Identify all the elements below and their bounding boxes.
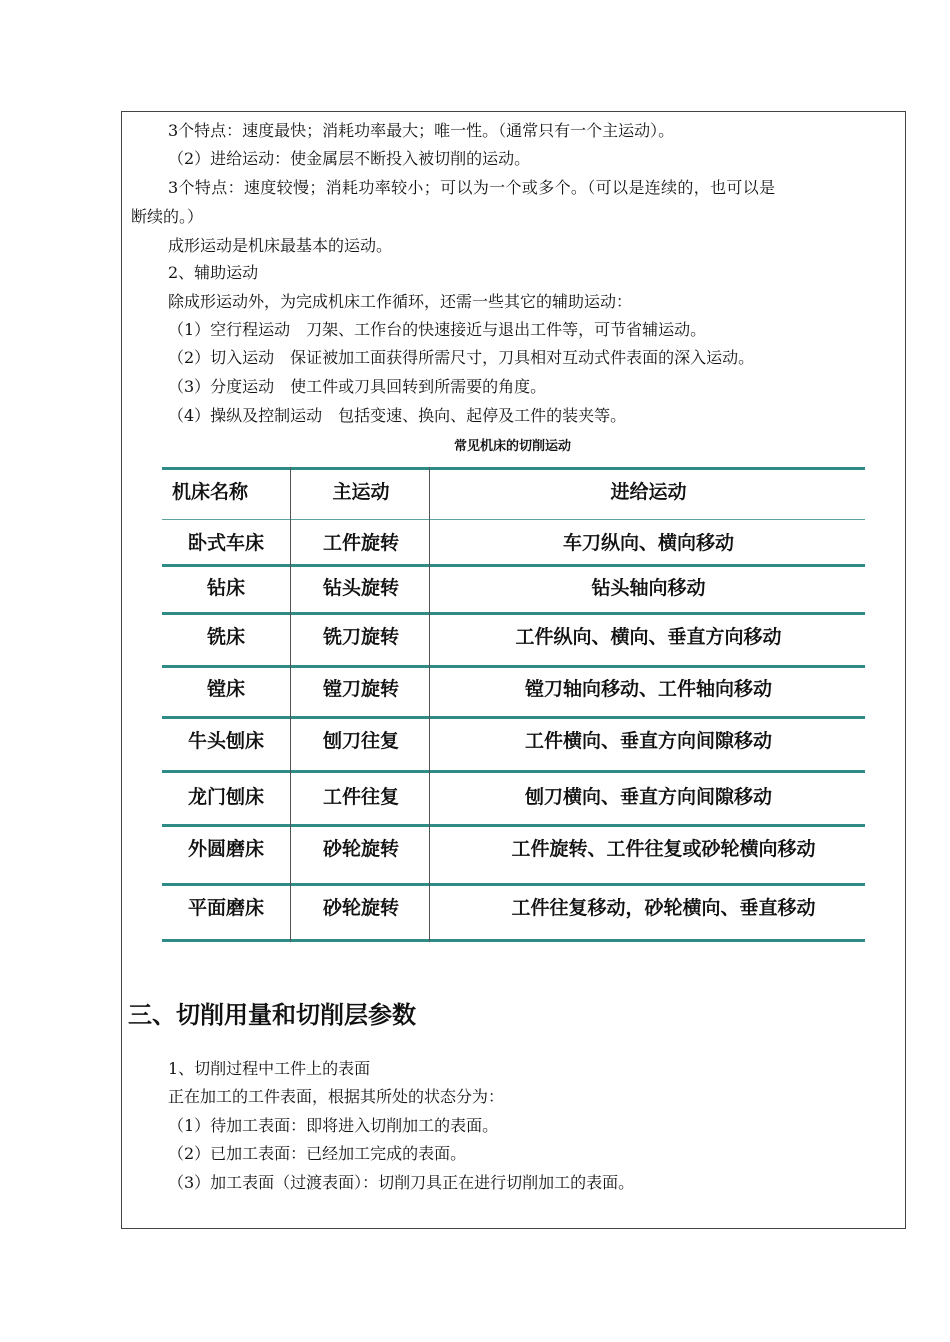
table-cell: 铣床 — [206, 626, 245, 648]
table-cell: 砂轮旋转 — [322, 897, 399, 919]
table-rule — [162, 564, 865, 567]
table-cell: 镗刀旋转 — [322, 678, 399, 700]
list-item: （4）操纵及控制运动 包括变速、换向、起停及工件的装夹等。 — [168, 406, 627, 425]
table-cell: 工件横向、垂直方向间隙移动 — [524, 730, 772, 752]
table-cell: 平面磨床 — [187, 897, 264, 919]
section-heading: 三、切削用量和切削层参数 — [128, 1001, 416, 1029]
subheading: 1、切削过程中工件上的表面 — [168, 1059, 371, 1078]
paragraph: 3个特点：速度最快；消耗功率最大；唯一性。（通常只有一个主运动）。 — [168, 121, 675, 140]
table-cell: 钻床 — [206, 577, 245, 599]
paragraph: 断续的。） — [131, 207, 204, 226]
table-cell: 工件往复 — [322, 786, 399, 808]
table-cell: 刨刀横向、垂直方向间隙移动 — [524, 786, 772, 808]
table-rule — [162, 770, 865, 773]
table-rule — [162, 665, 865, 668]
paragraph: 正在加工的工件表面，根据其所处的状态分为： — [168, 1087, 505, 1106]
table-header: 进给运动 — [610, 481, 687, 503]
list-item: （3）加工表面（过渡表面）：切削刀具正在进行切削加工的表面。 — [168, 1173, 635, 1192]
table-cell: 龙门刨床 — [187, 786, 264, 808]
table-header: 机床名称 — [172, 481, 249, 503]
table-rule — [162, 612, 865, 615]
table-cell: 工件旋转、工件往复或砂轮横向移动 — [511, 838, 816, 860]
machine-tool-table — [162, 467, 865, 942]
table-rule — [162, 824, 865, 827]
paragraph: 成形运动是机床最基本的运动。 — [168, 236, 393, 255]
table-cell: 外圆磨床 — [187, 838, 264, 860]
list-item: （1）待加工表面：即将进入切削加工的表面。 — [168, 1116, 499, 1135]
table-rule — [162, 467, 865, 470]
table-cell: 车刀纵向、横向移动 — [562, 532, 734, 554]
table-cell: 镗刀轴向移动、工件轴向移动 — [524, 678, 772, 700]
list-item: （3）分度运动 使工件或刀具回转到所需要的角度。 — [168, 377, 547, 396]
subheading: 2、辅助运动 — [168, 263, 259, 282]
table-cell: 工件往复移动，砂轮横向、垂直移动 — [511, 897, 816, 919]
table-rule — [162, 519, 865, 520]
table-cell: 铣刀旋转 — [322, 626, 399, 648]
table-rule — [162, 883, 865, 886]
table-cell: 镗床 — [206, 678, 245, 700]
table-header: 主运动 — [332, 481, 390, 503]
list-item: （2）已加工表面：已经加工完成的表面。 — [168, 1144, 467, 1163]
table-cell: 卧式车床 — [187, 532, 264, 554]
table-cell: 钻头旋转 — [322, 577, 399, 599]
table-rule — [162, 716, 865, 719]
table-divider — [290, 467, 291, 942]
table-caption: 常见机床的切削运动 — [453, 439, 571, 454]
table-cell: 钻头轴向移动 — [591, 577, 706, 599]
table-rule — [162, 939, 865, 942]
paragraph: 除成形运动外，为完成机床工作循环，还需一些其它的辅助运动： — [168, 292, 633, 311]
paragraph: 3个特点：速度较慢；消耗功率较小；可以为一个或多个。（可以是连续的，也可以是 — [168, 178, 776, 197]
list-item: （2）切入运动 保证被加工面获得所需尺寸，刀具相对互动式件表面的深入运动。 — [168, 348, 755, 367]
table-cell: 工件纵向、横向、垂直方向移动 — [515, 626, 782, 648]
table-cell: 刨刀往复 — [322, 730, 399, 752]
list-item: （1）空行程运动 刀架、工作台的快速接近与退出工件等，可节省辅运动。 — [168, 320, 707, 339]
table-cell: 砂轮旋转 — [322, 838, 399, 860]
table-cell: 工件旋转 — [322, 532, 399, 554]
paragraph: （2）进给运动：使金属层不断投入被切削的运动。 — [168, 149, 531, 168]
table-cell: 牛头刨床 — [187, 730, 264, 752]
